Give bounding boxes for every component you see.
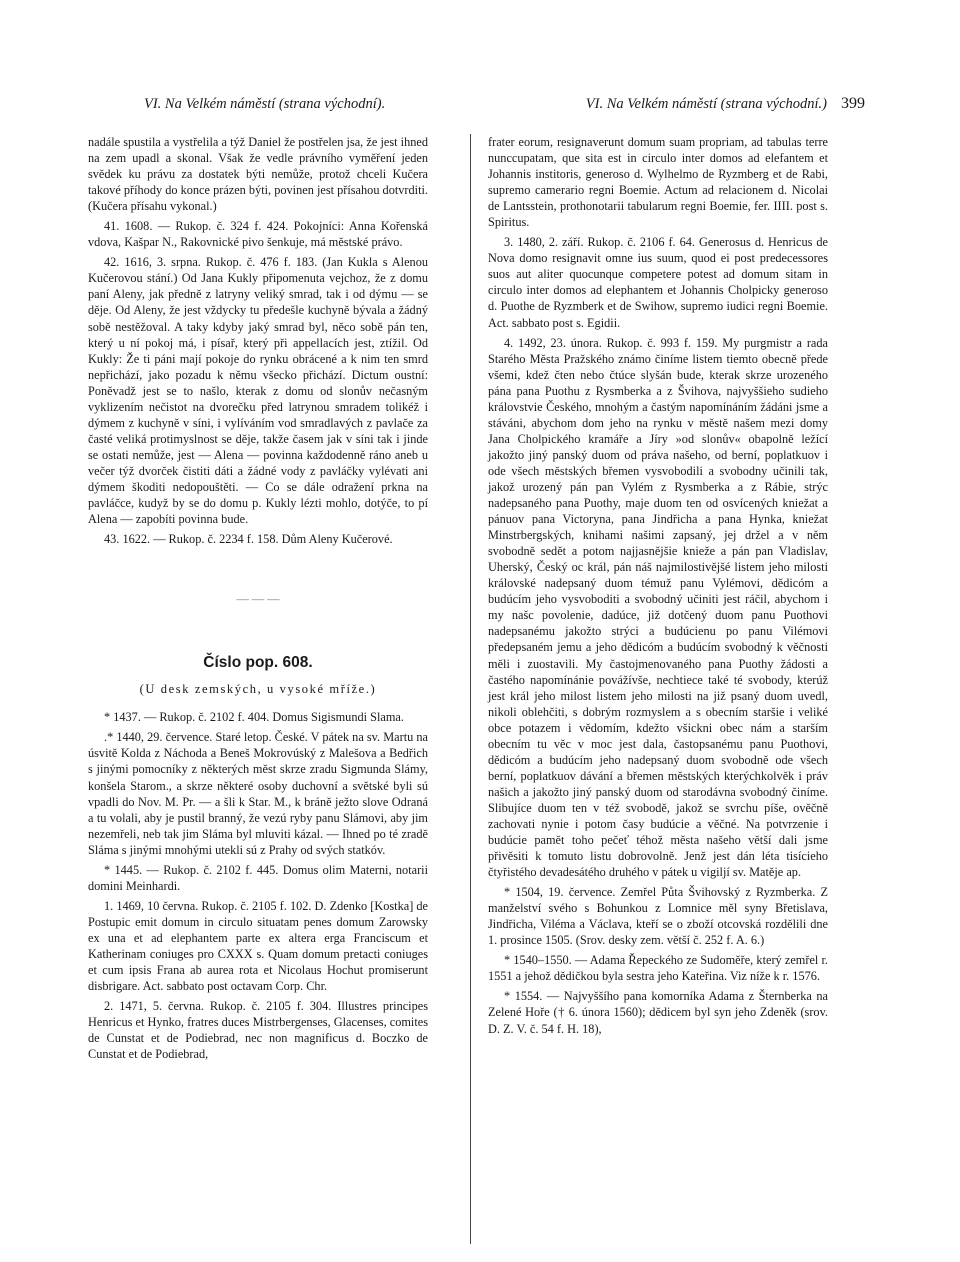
- paragraph: .* 1440, 29. července. Staré letop. České. V pátek na sv. Martu na úsvitě Kolda z Náchoda a Beneš Mokrovúský z Malešova a Bedřich s jinými pomocníky z některých měst skrze zradu Sigmunda Slámy, konšela Starom., a skrze některé osoby duchovní a světské byli sú vpadli do Nov. M. Pr. — a šli k Star. M., k bráně ježto slove Odraná a tu volali, aby je pustil branný, že vezú ryby panu Slámovi, aby jim nezemřeli, neb tak jim Sláma byl mluviti kázal. — Ihned po té zradě Sláma s jinými mnohými utekli sú z Prahy od svých statkóv.: [88, 730, 428, 857]
- column-rule: [470, 134, 471, 1244]
- page-header: [140, 96, 865, 116]
- paragraph: * 1445. — Rukop. č. 2102 f. 445. Domus olim Materni, notarii domini Meinhardi.: [88, 862, 428, 893]
- page-number: 399: [841, 95, 865, 112]
- paragraph: 3. 1480, 2. září. Rukop. č. 2106 f. 64. Generosus d. Henricus de Nova domo resignavit omne ius suum, quod ei post predecessores suos aut aliter quocunque competere potest ad domum sitam in circulo inter domos ad elephantem et Johannis Cholpicky generoso d. Puothe de Ryzmberk et de Swihow, supremo iudici regni Boemie. Act. sabbato post s. Egidii.: [488, 235, 828, 330]
- right-column: [488, 134, 828, 1041]
- paragraph: 2. 1471, 5. června. Rukop. č. 2105 f. 304. Illustres principes Henricus et Hynko, fratres duces Mistrbergenses, Glacenses, comites de Cunstat et de Podiebrad, nec non magnificus d. Boczko de Cunstat et de Podiebrad,: [88, 999, 428, 1062]
- paragraph: * 1437. — Rukop. č. 2102 f. 404. Domus Sigismundi Slama.: [104, 710, 404, 725]
- left-column: [88, 134, 428, 1066]
- section-subtitle: (U desk zemských, u vysoké mříže.): [139, 682, 377, 697]
- paragraph: 4. 1492, 23. února. Rukop. č. 993 f. 159. My purgmistr a rada Starého Města Pražského známo činíme listem tiemto obecně přede všemi, kdež čten nebo čtúce slyšán bude, kterak skrze urozeného pána pana Puothu z Rysmberka a z Švihova, najvyššieho sudieho královstvie Českého, mnohým a častým napomínáním žádáni jsme a stáváni, abychom dom jeho na rynku v městě našem mezi domy Jana Cholpického kramáře a Jíry »od slonův« obapolně ležící jakožto jiný panský duom od práva našeho, od berní, poplatkuov i ode všech městských břemen vysvobodili a svobodny učinili tak, jakož urozený pán pan Vylém z Rysmberka a z Rábie, strýc nadepsaného pana Puothy, maje duom ten od osvícených kniežat a pánuov pana Victoryna, pana Jindřicha a pana Hynka, kniežat Minstrbergských, knihami našimi zapsaný, jej držel a v něm svobodně sedět a potom najjasnějšie knieže a pán pan Vladislav, Uherský, Český oc král, pán náš najmilostivějšé listem jeho milosti královské nadepsaný duom témuž panu Vylémovi, dědicóm a budúcím jeho vysvoboditi a svobodný učiniti jest ráčil, abychom i my našc povolenie, dadúce, již dotčený duom panu Puothovi nadepsanému jakožto strýci a budúcienu po panu Vilémovi předepsaném jemu a jeho dědicóm a budúcím svobodný k věčnosti měli i zuostavili. My častojmenovaného pana Puothy žádosti a častého napomínánie povážívše, nechtiece také té svobody, kterúž jest král jeho milost listem jeho milosti na již psaný duom uvedl, nikoli oblehčiti, s dobrým rozmyslem a s obecním staršie i veliké obce potazem i vědomím, kdežto všickni obec nám a starším obecním tu věc v moc jest dala, častopsanému panu Puothovi, dědicóm a budúcím jeho nadepsaný duom svobodně ode všech berní, poplatkuov dávání a břemen městských kterýchkolvěk i práv našich a jakožto jiný panský duom od starodávna svobodný činíme. Slibujíce duom ten v též svobodě, jakož se svrchu píše, ověčně zachovati nynie i potom časy budúcie a věčné. Na potvrzenie i budúcie pamět toho pečeť téhož města našeho větší dali jsme přivěsiti k tomuto listu dobrovolně. Jenž jest dán léta tisícieho čtyřistého devadesátého druhého v pátek u vigiljí sv. Matěje ap.: [488, 335, 828, 880]
- separator: — — —: [236, 592, 280, 607]
- paragraph: * 1504, 19. července. Zemřel Půta Švihovský z Ryzmberka. Z manželství svého s Bohunkou z Lomnice měl syny Břetislava, Jindřicha, Viléma a Václava, kteří se o zboží otcovská rozdělili dne 1. prosince 1505. (Srov. desky zem. větší č. 252 f. A. 6.): [488, 885, 828, 948]
- paragraph: 41. 1608. — Rukop. č. 324 f. 424. Pokojníci: Anna Kořenská vdova, Kašpar N., Rakovnické pivo šenkuje, má městské právo.: [88, 219, 428, 250]
- running-head-left: VI. Na Velkém náměstí (strana východní).: [144, 96, 386, 112]
- section-title: Číslo pop. 608.: [203, 654, 313, 672]
- paragraph: frater eorum, resignaverunt domum suam propriam, ad tabulas terre nunccupatam, que sita est in circulo inter domos ad elefantem et Johannis institoris, generoso d. Wylhelmo de Ryzmberg et de Rabi, supremo camerario regni Boemie. Actum ad relacionem d. Nicolai de Lantsstein, prothonotarii tabularum regni Boemie, fer. IIII. post s. Spiritus.: [488, 135, 828, 230]
- right-paragraphs: [488, 134, 828, 1041]
- left-paragraphs: [88, 134, 428, 551]
- paragraph: 42. 1616, 3. srpna. Rukop. č. 476 f. 183. (Jan Kukla s Alenou Kučerovou stání.) Od Jana Kukly připomenuta vejchoz, že z domu paní Aleny, jak předně z latryny veliký smrad, tak i od dýmu — se děje. Od Aleny, že jest vždycky tu předešle kuchyně bývala a žádný sobě nestěžoval. A taky kdyby jaký smrad byl, něco sobě pán ten, který u ní pokoj má, i písař, který při appellacích jest, ztížil. Od Kukly: Že ti páni mají pokoje do rynku obrácené a k nim ten smrd nepřichází, jako pozadu k němu všecko přichází. Dictum oustní: Poněvadž jest se to našlo, kterak z domu od slonův nečasným vyklizením nečistot na dvorečku před latrynou smradem tolikéž i dýmem z kuchyně v síni, i vylíváním vod smradlavých z pavlače za časté veliká protimyslnost se děje, takže časem jak v síni tak i jinde se ostati nemůže, jest — Alena — povinna každodenně ráno aneb u večer týž dvorček čistiti dáti a žádné vody z pavláčky vylévati ani dýmem škoditi nedopouštěti. — Co se dále odražení prkna na pavláčce, kudyž by se do domu p. Kukly lézti mohlo, dotýče, to pí Alena — zapobíti povinna bude.: [88, 255, 428, 527]
- paragraph: 43. 1622. — Rukop. č. 2234 f. 158. Dům Aleny Kučerové.: [104, 532, 393, 547]
- paragraph: nadále spustila a vystřelila a týž Daniel že postřelen jsa, že jest ihned na zem upadl a skonal. Však že vedle právního vyměření jeden svědek ku právu za dostatek býti nemůže, protož chceli Kučera takové příhody do konce prázen býti, povinen jest přísahou dotvrditi. (Kučera přísahu vykonal.): [88, 135, 428, 214]
- left-paragraphs-2: [88, 709, 428, 1066]
- running-head-right: VI. Na Velkém náměstí (strana východní.): [585, 96, 827, 112]
- paragraph: * 1540–1550. — Adama Řepeckého ze Sudoměře, který zemřel r. 1551 a jehož dědičkou byla sestra jeho Kateřina. Viz níže k r. 1576.: [488, 953, 828, 984]
- paragraph: 1. 1469, 10 června. Rukop. č. 2105 f. 102. D. Zdenko [Kostka] de Postupic emit domum in circulo situatam penes domum Zarowsky ex una et ad elephantem parte ex altera erga Franciscum et Katherinam coniuges pro CXXX s. Quam domum pretacti coniuges et cum ipsis Frana ab aurea rota et Nicolaus Hochut promiserunt disbrigare. Act. sabbato post octavam Corp. Chr.: [88, 898, 428, 994]
- paragraph: * 1554. — Najvyššího pana komorníka Adama z Šternberka na Zelené Hoře († 6. února 1560); dědicem byl syn jeho Zdeněk (srov. D. Z. V. č. 54 f. H. 18),: [488, 989, 828, 1036]
